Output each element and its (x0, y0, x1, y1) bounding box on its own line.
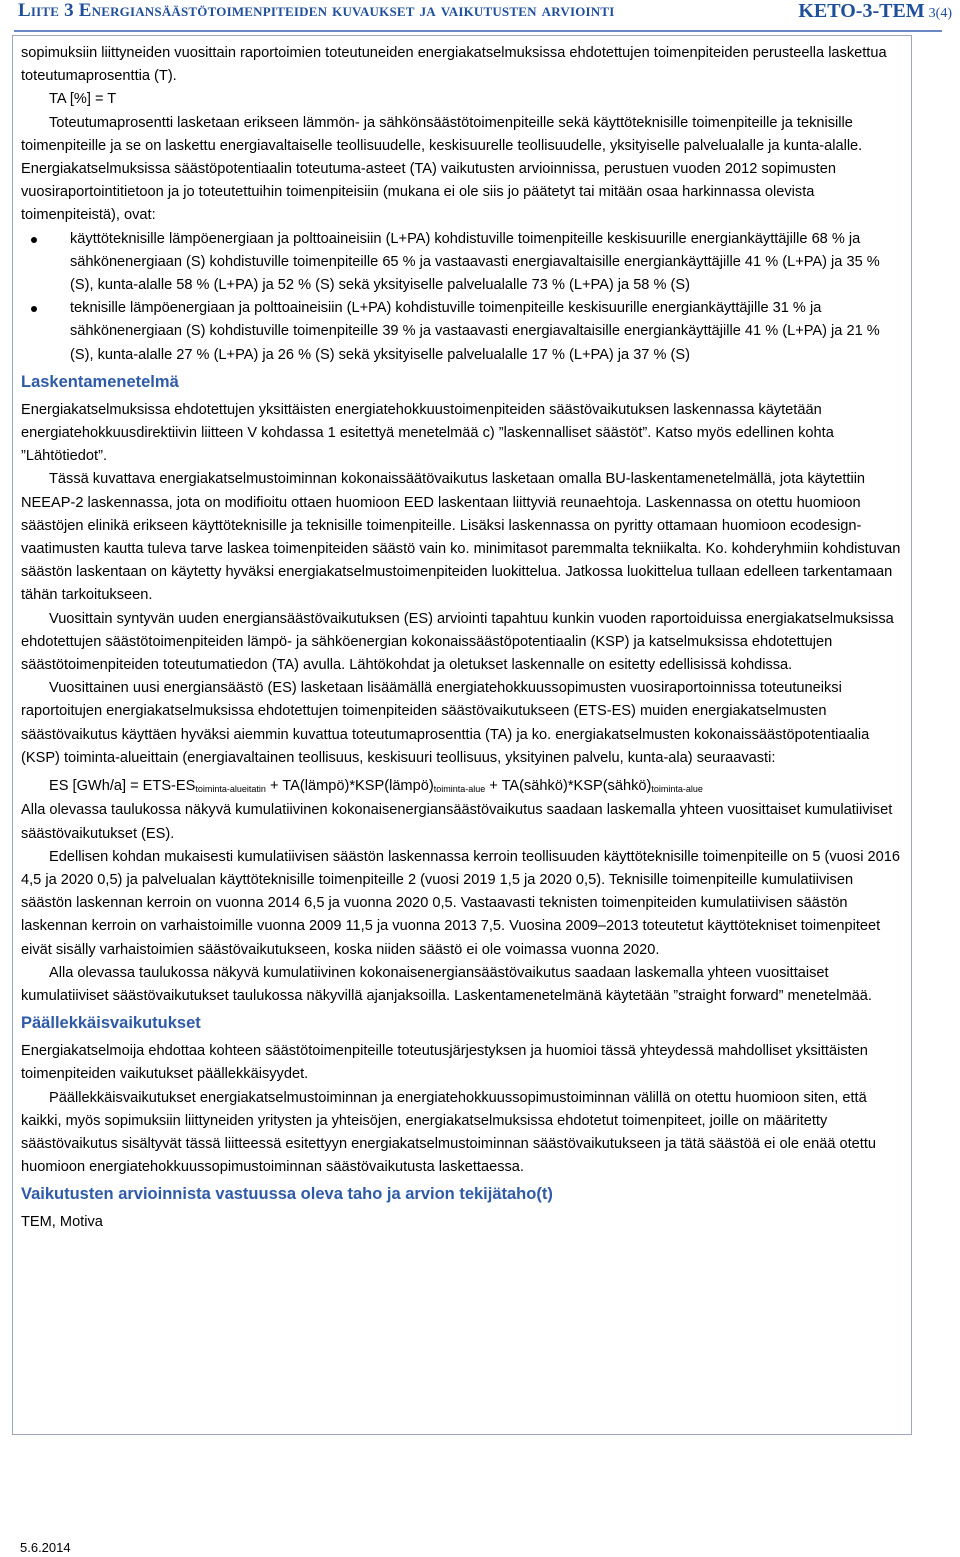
paragraph-method-4: Vuosittainen uusi energiansäästö (ES) lasketaan lisäämällä energiatehokkuussopimusten vuosiraportoinnissa toteutuneiksi raportoitujen energiakatselmuksissa ehdotettujen toimenpiteiden säästövaikutukseen (ETS-ES) muiden energiakatselmusten säästövaikutus käyttäen hyväksi aiemmin kuvattua toteutumaprosenttia (TA) ja ko. energiakatselmusten kokonaissäästöpotentiaalia (KSP) toiminta-alueittain (energiavaltainen teollisuus, keskisuuri teollisuus, yksityinen palvelu, kunta-ala) seuraavasti: (21, 680, 870, 766)
paragraph-cumulative-1: Alla olevassa taulukossa näkyvä kumulatiivinen kokonaisenergiansäästövaikutus saadaan laskemalla yhteen vuosittaiset kumulatiiviset säästövaikutukset (ES). (21, 802, 893, 842)
paragraph-intro: sopimuksiin liittyneiden vuosittain raportoimien toteutuneiden energiakatselmuksissa ehdotettujen toimenpiteiden perusteella laskettua toteutumaprosenttia (T). (21, 45, 887, 85)
header-code: KETO-3-TEM (798, 0, 925, 22)
header-rule (14, 30, 942, 32)
formula-sub-c: toiminta-alue (651, 784, 703, 795)
heading-paallekkaisvaikutukset: Päällekkäisvaikutukset (21, 1014, 201, 1033)
paragraph-method-2: Tässä kuvattava energiakatselmustoiminnan kokonaissäätövaikutus lasketaan omalla BU-laskentamenetelmällä, jota käytettiin NEEAP-2 laskennassa, jota on modifioitu ottaen huomioon EED laskentaan liittyviä reunaehtoja. Laskennassa on otettu huomioon säästöjen elinikä erikseen käyttöteknisille ja teknisille toimenpiteille. Lisäksi laskennassa on pyritty ottamaan huomioon ecodesign-vaatimusten kautta tuleva tarve laskea toimenpiteiden säästö vain ko. minimitasot paremmalta tekniikalta. Ko. kohderyhmiin kohdistuvan säästön laskentaan on käytetty hyväksi energiakatselmustoimenpiteiden luokittelua. Jatkossa luokittelua tullaan edelleen tarkentamaan tähän tarkoitukseen. (21, 471, 901, 604)
paragraph-overlap-1: Energiakatselmoija ehdottaa kohteen säästötoimenpiteille toteutusjärjestyksen ja huomioi tässä yhteydessä mahdolliset yksittäisten toimenpiteiden vaikutukset päällekkäisyydet. (21, 1043, 868, 1083)
paragraph-cumulative-3: Alla olevassa taulukossa näkyvä kumulatiivinen kokonaisenergiansäästövaikutus saadaan laskemalla yhteen vuosittaiset kumulatiiviset säästövaikutukset taulukossa näkyvillä ajanjaksoilla. Laskentamenetelmänä käytetään ”straight forward” menetelmää. (21, 964, 872, 1004)
header-title: Liite 3 Energiansäästötoimenpiteiden kuvaukset ja vaikutusten arviointi (18, 0, 615, 21)
formula-es (21, 775, 903, 798)
footer-date: 5.6.2014 (20, 1540, 71, 1555)
list-item: teknisille lämpöenergiaan ja polttoaineisiin (L+PA) kohdistuville toimenpiteille keskisuurille energiankäyttäjille 31 % ja sähkönenergiaan (S) kohdistuville toimenpiteille 39 % ja vastaavasti energiavaltaisille energiankäyttäjille 41 % (L+PA) ja 21 % (S), kunta-alalle 27 % (L+PA) ja 26 % (S) sekä yksityiselle palvelualalle 17 % (L+PA) ja 37 % (S) (21, 297, 903, 367)
formula-part-c: + TA(sähkö)*KSP(sähkö) (485, 778, 652, 795)
header-page-number: 3(4) (928, 6, 952, 21)
heading-vastuutaho: Vaikutusten arvioinnista vastuussa oleva taho ja arvion tekijätaho(t) (21, 1185, 553, 1204)
paragraph-toteutumaprosentti: Toteutumaprosentti lasketaan erikseen lämmön- ja sähkönsäästötoimenpiteille sekä käyttöteknisille toimenpiteille ja teknisille toimenpiteille ja se on laskettu energiavaltaiselle teollisuudelle, keskisuurelle teollisuudelle, yksityiselle palvelualalle ja kunta-alalle. Energiakatselmuksissa säästöpotentiaalin toteutuma-asteet (TA) vaikutusten arvioinnissa, perustuen vuoden 2012 sopimusten vuosiraportointitietoon ja jo toteutettuihin toimenpiteisiin (mukana ei ole siis jo päätetyt tai mitään osaa harkinnassa olevista toimenpiteistä), ovat: (21, 114, 863, 224)
responsible-parties: TEM, Motiva (21, 1214, 103, 1231)
paragraph-overlap-2: Päällekkäisvaikutukset energiakatselmustoiminnan ja energiatehokkuussopimustoiminnan välillä on otettu huomioon siten, että kaikki, myös sopimuksiin liittyneiden yritysten ja yhteisöjen, energiakatselmuksissa ehdotetut toimenpiteet, joille on määritetty säästövaikutus sisältyvät tässä liitteessä esitettyyn energiakatselmustoiminnan säästövaikutukseen ja tätä säästöä ei ole enää otettu huomioon energiatehokkuussopimustoiminnan säästövaikutusta laskettaessa. (21, 1089, 877, 1176)
bullet-list (21, 228, 903, 367)
paragraph-method-1: Energiakatselmuksissa ehdotettujen yksittäisten energiatehokkuustoimenpiteiden säästövaikutuksen laskennassa käytetään energiatehokkuusdirektiivin liitteen V kohdassa 1 esitettyä menetelmää c) ”laskennalliset säästöt”. Katso myös edellinen kohta ”Lähtötiedot”. (21, 401, 834, 465)
header-code-block (798, 0, 952, 23)
formula-part-b: + TA(lämpö)*KSP(lämpö) (265, 778, 434, 795)
formula-sub-a: toiminta-alueitatin (195, 784, 266, 795)
content-frame (12, 35, 912, 1435)
paragraph-method-3: Vuosittain syntyvän uuden energiansäästövaikutuksen (ES) arviointi tapahtuu kunkin vuoden raportoiduissa energiakatselmuksissa ehdotettujen säästötoimenpiteiden lämpö- ja sähköenergian kokonaissäästöpotentiaalin (KSP) ja katselmuksissa ehdotettujen säästötoimenpiteiden toteutumatiedon (TA) avulla. Lähtökohdat ja oletukset laskennalle on esitetty edellisissä kohdissa. (21, 610, 894, 674)
list-item: käyttöteknisille lämpöenergiaan ja polttoaineisiin (L+PA) kohdistuville toimenpiteille keskisuurille energiankäyttäjille 68 % ja sähkönenergiaan (S) kohdistuville toimenpiteille 65 % ja vastaavasti energiavaltaisille energiankäyttäjille 41 % (L+PA) ja 35 % (S), kunta-alalle 58 % (L+PA) ja 52 % (S) sekä yksityiselle palvelualalle 73 % (L+PA) ja 58 % (S) (21, 228, 903, 298)
paragraph-cumulative-2: Edellisen kohdan mukaisesti kumulatiivisen säästön laskennassa kerroin teollisuuden käyttöteknisille toimenpiteille on 5 (vuosi 2016 4,5 ja 2020 0,5) ja palvelualan käyttöteknisille toimenpiteille 2 (vuosi 2019 1,5 ja 2020 0,5). Teknisille toimenpiteille kumulatiivisen säästön laskennan kerroin on vuonna 2014 6,5 ja vuonna 2020 0,5. Vastaavasti teknisten toimenpiteiden kumulatiivisen säästön laskennan kerroin on varhaistoimille vuonna 2009 11,5 ja vuonna 2013 7,5. Vuosina 2009–2013 toteutetut käyttötekniset toimenpiteet eivät sisälly varhaistoimien säästövaikutukseen, koska niiden säästö ei ole voimassa vuonna 2020. (21, 848, 900, 958)
heading-laskentamenetelma: Laskentamenetelmä (21, 372, 179, 391)
formula-sub-b: toiminta-alue (433, 784, 486, 795)
page-header (18, 0, 960, 28)
formula-ta: TA [%] = T (49, 91, 117, 108)
formula-part-a: ES [GWh/a] = ETS-ES (49, 778, 196, 795)
